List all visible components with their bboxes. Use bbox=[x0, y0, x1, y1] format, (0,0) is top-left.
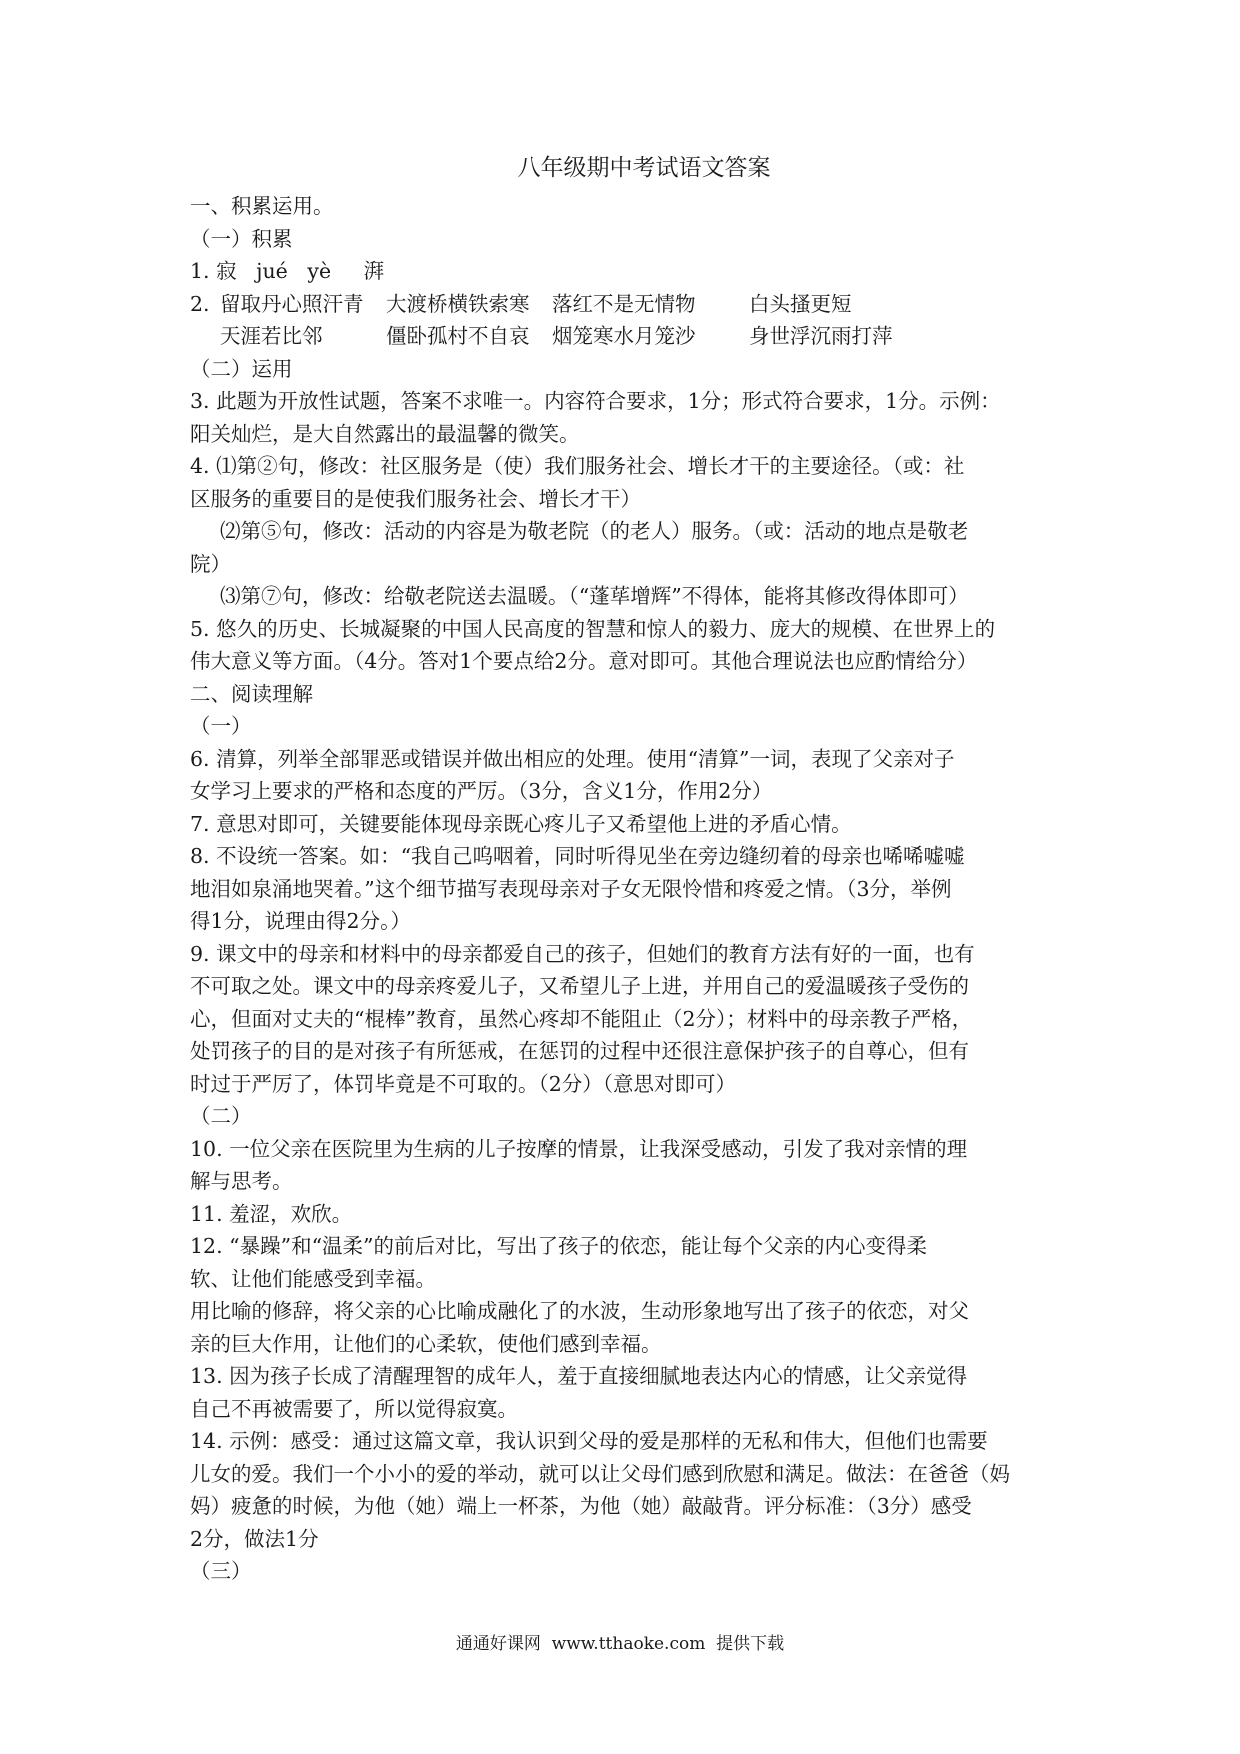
answer-q9-line: 心，但面对丈夫的“棍棒”教育，虽然心疼却不能阻止（2分）；材料中的母亲教子严格， bbox=[190, 1006, 973, 1031]
answer-q12-line: 亲的巨大作用，让他们的心柔软，使他们感到幸福。 bbox=[190, 1331, 662, 1356]
subsection-heading-reading-2: （二） bbox=[190, 1104, 252, 1128]
answer-q7: 7. 意思对即可，关键要能体现母亲既心疼儿子又希望他上进的矛盾心情。 bbox=[190, 811, 852, 836]
answer-q8-line: 8. 不设统一答案。如：“我自己呜咽着，同时听得见坐在旁边缝纫着的母亲也唏唏嘘嘘 bbox=[190, 844, 965, 868]
answer-q9-line: 9. 课文中的母亲和材料中的母亲都爱自己的孩子，但她们的教育方法有好的一面，也有 bbox=[190, 941, 975, 966]
answer-q12-line: 用比喻的修辞，将父亲的心比喻成融化了的水波，生动形象地写出了孩子的依恋，对父 bbox=[190, 1299, 969, 1323]
answer-q10-line: 10. 一位父亲在医院里为生病的儿子按摩的情景，让我深受感动，引发了我对亲情的理 bbox=[190, 1136, 968, 1161]
subsection-heading-accumulate: （一）积累 bbox=[190, 226, 293, 251]
answer-q8-line: 得1分，说理由得2分。） bbox=[190, 909, 411, 933]
answer-q3-line: 阳关灿烂，是大自然露出的最温馨的微笑。 bbox=[190, 421, 580, 446]
answer-q13-line: 自己不再被需要了，所以觉得寂寞。 bbox=[190, 1396, 518, 1421]
answer-sheet-page bbox=[190, 146, 1070, 1588]
answer-q4-line: ⑵第⑤句，修改：活动的内容是为敬老院（的老人）服务。（或：活动的地点是敬老 bbox=[220, 519, 969, 543]
subsection-heading-reading-1: （一） bbox=[190, 714, 252, 738]
answer-q5-line: 5. 悠久的历史、长城凝聚的中国人民高度的智慧和惊人的毅力、庞大的规模、在世界上的 bbox=[190, 616, 996, 641]
answer-q12-line: 12. “暴躁”和“温柔”的前后对比，写出了孩子的依恋，能让每个父亲的内心变得柔 bbox=[190, 1234, 928, 1258]
answer-q14-line: 2分，做法1分 bbox=[190, 1526, 319, 1551]
answer-q6-line: 女学习上要求的严格和态度的严厉。（3分，含义1分，作用2分） bbox=[190, 779, 773, 803]
answer-q10-line: 解与思考。 bbox=[190, 1169, 293, 1193]
poem-line: 身世浮沉雨打萍 bbox=[749, 324, 893, 348]
answer-q5-line: 伟大意义等方面。（4分。答对1个要点给2分。意对即可。其他合理说法也应酌情给分） bbox=[190, 649, 978, 673]
answer-q13-line: 13. 因为孩子长成了清醒理智的成年人，羞于直接细腻地表达内心的情感，让父亲觉得 bbox=[190, 1364, 968, 1388]
answer-q4-line: ⑶第⑦句，修改：给敬老院送去温暖。（“蓬荜增辉”不得体，能将其修改得体即可） bbox=[220, 584, 969, 608]
poem-line: 落红不是无情物 bbox=[552, 291, 696, 316]
answer-q9-line: 不可取之处。课文中的母亲疼爱儿子，又希望儿子上进，并用自己的爱温暖孩子受伤的 bbox=[190, 974, 969, 998]
answer-q14-line: 14. 示例：感受：通过这篇文章，我认识到父母的爱是那样的无私和伟大，但他们也需要 bbox=[190, 1429, 988, 1453]
answer-q4-line: 区服务的重要目的是使我们服务社会、增长才干） bbox=[190, 486, 641, 511]
poem-line: 大渡桥横铁索寒 bbox=[386, 291, 530, 316]
poem-line: 白头搔更短 bbox=[749, 291, 852, 316]
answer-q6-line: 6. 清算，列举全部罪恶或错误并做出相应的处理。使用“清算”一词，表现了父亲对子 bbox=[190, 746, 955, 771]
answer-q8-line: 地泪如泉涌地哭着。”这个细节描写表现母亲对子女无限怜惜和疼爱之情。（3分，举例 bbox=[190, 876, 952, 901]
answer-q2-number: 2. bbox=[190, 291, 210, 316]
poem-line: 天涯若比邻 bbox=[220, 324, 323, 348]
answer-q14-line: 儿女的爱。我们一个小小的爱的举动，就可以让父母们感到欣慰和满足。做法：在爸爸（妈 bbox=[190, 1461, 1010, 1486]
answer-q2-row2 bbox=[190, 320, 1070, 353]
section-heading-1: 一、积累运用。 bbox=[190, 194, 334, 218]
answer-q4-line: 4. ⑴第②句，修改：社区服务是（使）我们服务社会、增长才干的主要途径。（或：社 bbox=[190, 454, 965, 478]
answer-q12-line: 软、让他们能感受到幸福。 bbox=[190, 1266, 436, 1291]
answer-q3-line: 3. 此题为开放性试题，答案不求唯一。内容符合要求，1分；形式符合要求，1分。示例： bbox=[190, 389, 1001, 413]
page-title: 八年级期中考试语文答案 bbox=[517, 155, 771, 181]
answer-q14-line: 妈）疲惫的时候，为他（她）端上一杯茶，为他（她）敲敲背。评分标准：（3分）感受 bbox=[190, 1494, 972, 1518]
poem-line: 烟笼寒水月笼沙 bbox=[552, 324, 696, 348]
answer-q9-line: 处罚孩子的目的是对孩子有所惩戒，在惩罚的过程中还很注意保护孩子的自尊心，但有 bbox=[190, 1039, 969, 1063]
answer-q11: 11. 羞涩，欢欣。 bbox=[190, 1201, 353, 1226]
answer-q1: 1. 寂 jué yè 湃 bbox=[190, 259, 385, 283]
answer-q9-line: 时过于严厉了，体罚毕竟是不可取的。（2分）（意思对即可） bbox=[190, 1071, 737, 1096]
answer-q2-row1 bbox=[190, 288, 1070, 321]
subsection-heading-usage: （二）运用 bbox=[190, 356, 293, 381]
answer-q4-line: 院） bbox=[190, 551, 231, 576]
section-heading-2: 二、阅读理解 bbox=[190, 681, 313, 706]
subsection-heading-reading-3: （三） bbox=[190, 1559, 252, 1583]
footer-credit: 通通好课网 www.tthaoke.com 提供下载 bbox=[455, 1634, 785, 1654]
poem-line: 留取丹心照汗青 bbox=[220, 291, 364, 316]
poem-line: 僵卧孤村不自哀 bbox=[386, 324, 530, 348]
